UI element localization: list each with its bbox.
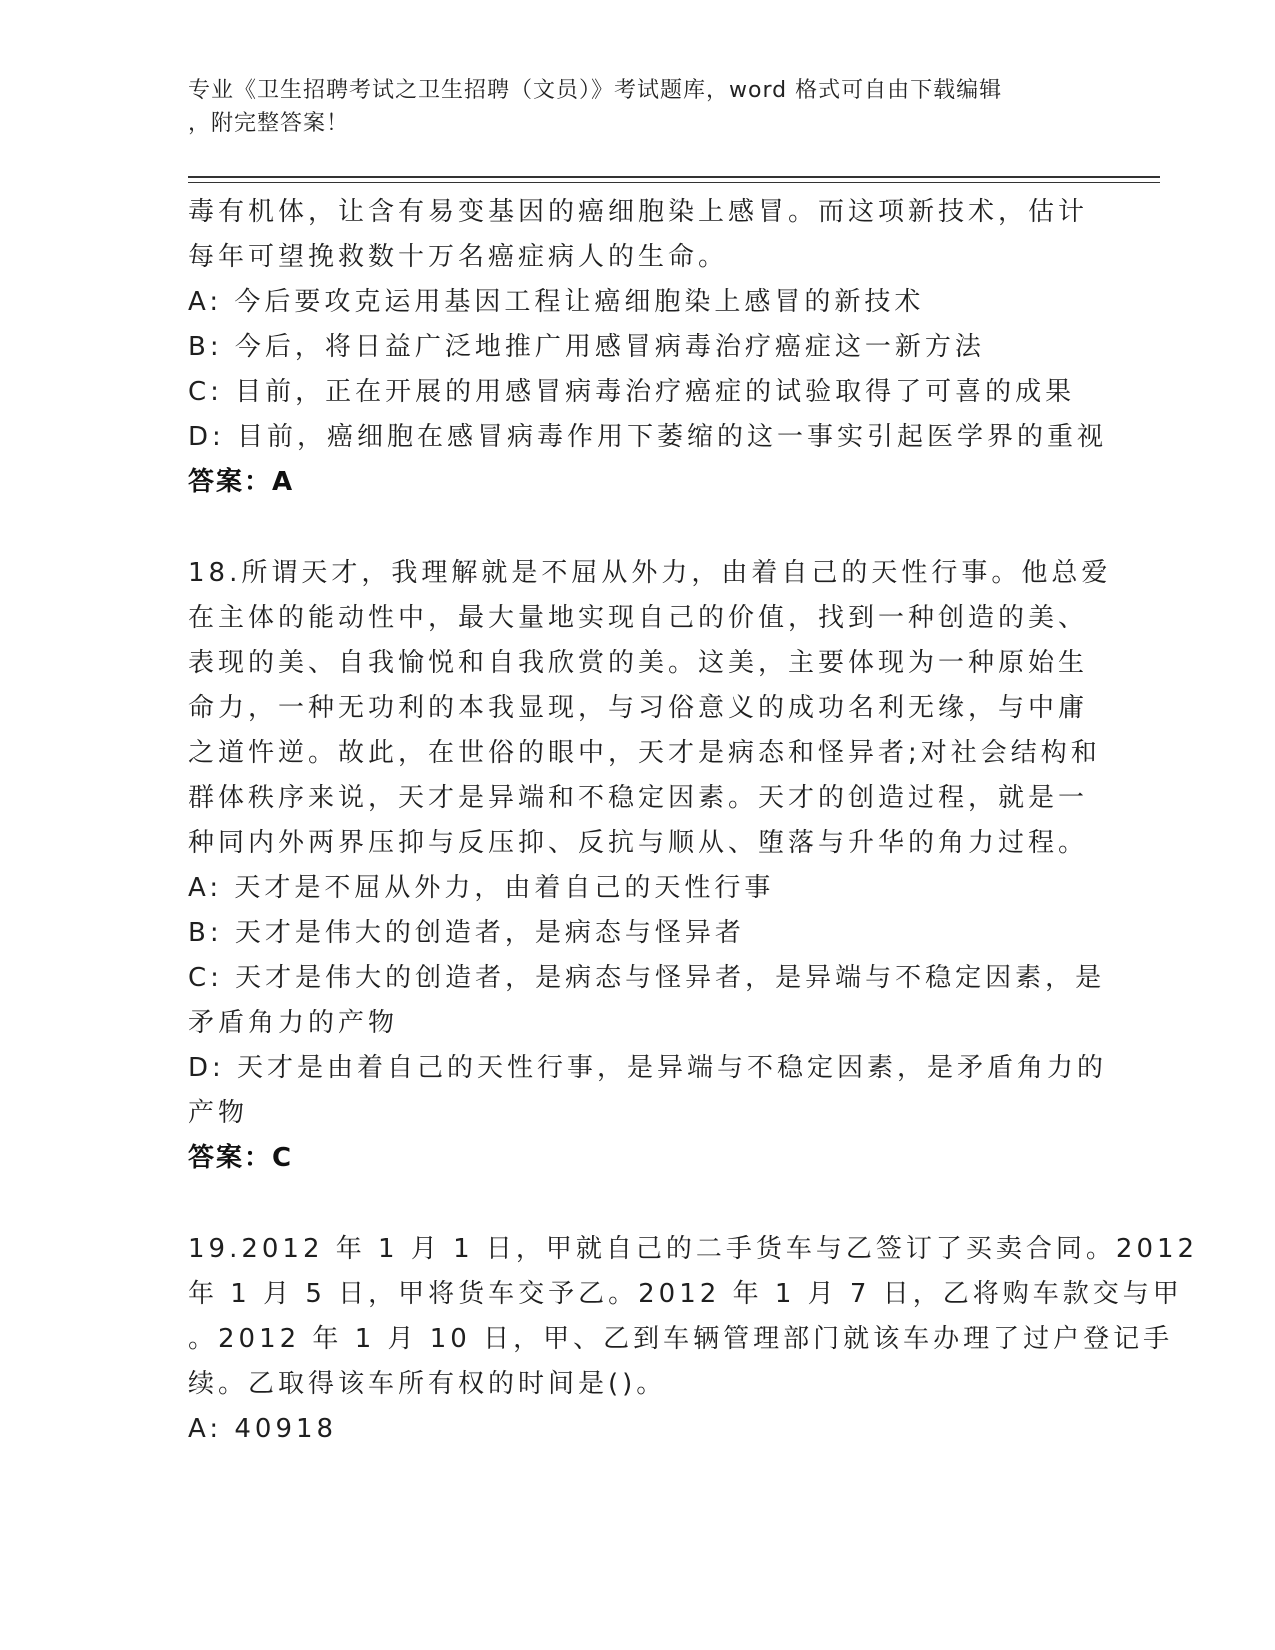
question-stem-line: 续。乙取得该车所有权的时间是()。 <box>188 1369 667 1399</box>
header-line-2: ，附完整答案！ <box>188 111 350 136</box>
option-a: A: 40918 <box>188 1414 338 1444</box>
option-d: D: 天才是由着自己的天性行事，是异端与不稳定因素，是矛盾角力的 <box>188 1053 1108 1083</box>
document-body <box>188 190 1199 1452</box>
option-b: B: 今后，将日益广泛地推广用感冒病毒治疗癌症这一新方法 <box>188 332 985 362</box>
question-stem-line: 毒有机体，让含有易变基因的癌细胞染上感冒。而这项新技术，估计 <box>188 197 1089 227</box>
question-17 <box>188 190 1108 505</box>
option-d-continued: 产物 <box>188 1098 249 1128</box>
question-19 <box>188 1227 1199 1452</box>
question-stem-line: 之道忤逆。故此，在世俗的眼中，天才是病态和怪异者;对社会结构和 <box>188 738 1101 768</box>
answer-line: 答案：C <box>188 1143 294 1173</box>
spacer <box>188 1181 1088 1227</box>
question-stem-line: 19.2012 年 1 月 1 日，甲就自己的二手货车与乙签订了买卖合同。2012 <box>188 1234 1199 1264</box>
answer-line: 答案：A <box>188 467 295 497</box>
question-stem-line: 种同内外两界压抑与反压抑、反抗与顺从、堕落与升华的角力过程。 <box>188 828 1089 858</box>
question-stem-line: 年 1 月 5 日，甲将货车交予乙。2012 年 1 月 7 日，乙将购车款交与甲 <box>188 1279 1183 1309</box>
option-a: A: 天才是不屈从外力，由着自己的天性行事 <box>188 873 775 903</box>
document-header <box>188 74 1088 140</box>
option-b: B: 天才是伟大的创造者，是病态与怪异者 <box>188 918 745 948</box>
question-stem-line: 群体秩序来说，天才是异端和不稳定因素。天才的创造过程，就是一 <box>188 783 1089 813</box>
header-divider-thick <box>188 176 1160 178</box>
question-18 <box>188 551 1112 1181</box>
question-stem-line: 18.所谓天才，我理解就是不屈从外力，由着自己的天性行事。他总爱 <box>188 558 1112 588</box>
question-stem-line: 。2012 年 1 月 10 日，甲、乙到车辆管理部门就该车办理了过户登记手 <box>188 1324 1174 1354</box>
spacer <box>188 505 1088 551</box>
question-stem-line: 表现的美、自我愉悦和自我欣赏的美。这美，主要体现为一种原始生 <box>188 648 1089 678</box>
option-a: A: 今后要攻克运用基因工程让癌细胞染上感冒的新技术 <box>188 287 925 317</box>
option-c: C: 天才是伟大的创造者，是病态与怪异者，是异端与不稳定因素，是 <box>188 963 1106 993</box>
option-d: D: 目前，癌细胞在感冒病毒作用下萎缩的这一事实引起医学界的重视 <box>188 422 1108 452</box>
header-divider-thin <box>188 182 1160 183</box>
header-line-1: 专业《卫生招聘考试之卫生招聘（文员）》考试题库，word 格式可自由下载编辑 <box>188 78 1003 103</box>
question-stem-line: 在主体的能动性中，最大量地实现自己的价值，找到一种创造的美、 <box>188 603 1089 633</box>
option-c: C: 目前，正在开展的用感冒病毒治疗癌症的试验取得了可喜的成果 <box>188 377 1076 407</box>
question-stem-line: 命力，一种无功利的本我显现，与习俗意义的成功名利无缘，与中庸 <box>188 693 1089 723</box>
option-c-continued: 矛盾角力的产物 <box>188 1008 399 1038</box>
question-stem-line: 每年可望挽救数十万名癌症病人的生命。 <box>188 242 729 272</box>
